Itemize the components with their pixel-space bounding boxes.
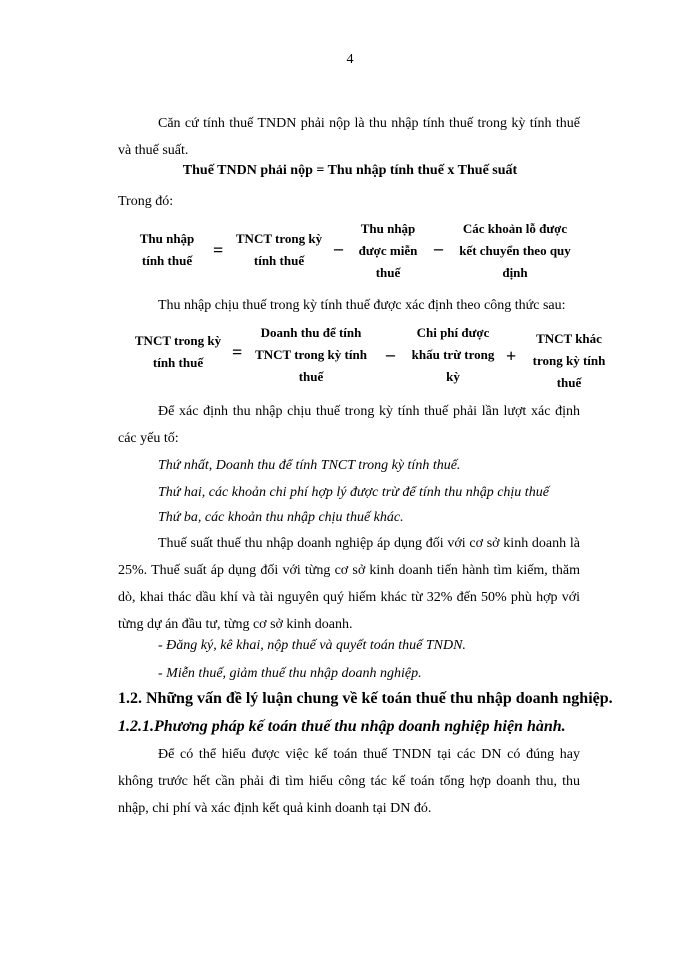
f3-intro: Thu nhập chịu thuế trong kỳ tính thuế được xác định theo công thức sau: bbox=[158, 298, 566, 313]
f3-term2: Chi phí được khấu trừ trong kỳ bbox=[411, 325, 495, 384]
f2-term1: TNCT trong kỳ tính thuế bbox=[235, 231, 323, 268]
f3-plus: + bbox=[506, 346, 517, 366]
heading-1-2: 1.2. Những vấn đề lý luận chung về kế toán thuế thu nhập doanh nghiệp. bbox=[118, 690, 613, 707]
page-number: 4 bbox=[346, 52, 354, 67]
bullet-exemption: - Miễn thuế, giảm thuế thu nhập doanh nghiệp. bbox=[158, 666, 422, 681]
factor-3: Thứ ba, các khoản thu nhập chịu thuế khác. bbox=[158, 510, 404, 525]
where-label: Trong đó: bbox=[118, 194, 174, 209]
f2-term3: Các khoản lỗ được kết chuyển theo quy định bbox=[459, 221, 571, 280]
f3-minus: – bbox=[386, 344, 395, 364]
f3-equals: = bbox=[232, 342, 243, 362]
tax-rate-paragraph: Thuế suất thuế thu nhập doanh nghiệp áp dụng đối với cơ sở kinh doanh là 25%. Thuế suất áp dụng đối với từng cơ sở kinh doanh tiến hành tìm kiếm, thăm dò, khai thác dầu khí và tài nguyên quý hiếm khác từ 32% đến 50% phù hợp với từng dự án đầu tư, từng cơ sở kinh doanh. bbox=[118, 536, 580, 632]
heading-1-2-1: 1.2.1.Phương pháp kế toán thuế thu nhập doanh nghiệp hiện hành. bbox=[118, 718, 566, 735]
f3-lhs: TNCT trong kỳ tính thuế bbox=[134, 333, 222, 370]
intro-paragraph: Căn cứ tính thuế TNDN phải nộp là thu nhập tính thuế trong kỳ tính thuế và thuế suất. bbox=[118, 116, 580, 158]
f3-term3: TNCT khác trong kỳ tính thuế bbox=[532, 331, 606, 390]
closing-paragraph: Để có thể hiểu được việc kế toán thuế TNDN tại các DN có đúng hay không trước hết cần phải đi tìm hiểu công tác kế toán tổng hợp doanh thu, thu nhập, chi phí và xác định kết quả kinh doanh tại DN đó. bbox=[118, 747, 580, 816]
factors-intro: Để xác định thu nhập chịu thuế trong kỳ tính thuế phải lần lượt xác định các yếu tố: bbox=[118, 404, 580, 446]
f2-equals: = bbox=[213, 240, 224, 260]
f2-lhs: Thu nhập tính thuế bbox=[139, 231, 195, 268]
f2-term2: Thu nhập được miễn thuế bbox=[358, 221, 418, 280]
f3-term1: Doanh thu để tính TNCT trong kỳ tính thuế bbox=[255, 325, 367, 384]
f2-minus1: – bbox=[334, 238, 343, 258]
factor-2: Thứ hai, các khoản chi phí hợp lý được trừ để tính thu nhập chịu thuế bbox=[158, 485, 549, 500]
main-tax-formula: Thuế TNDN phải nộp = Thu nhập tính thuế x Thuế suất bbox=[182, 163, 518, 178]
bullet-registration: - Đăng ký, kê khai, nộp thuế và quyết toán thuế TNDN. bbox=[158, 638, 466, 653]
f2-minus2: – bbox=[434, 238, 443, 258]
factor-1: Thứ nhất, Doanh thu để tính TNCT trong kỳ tính thuế. bbox=[158, 458, 461, 473]
